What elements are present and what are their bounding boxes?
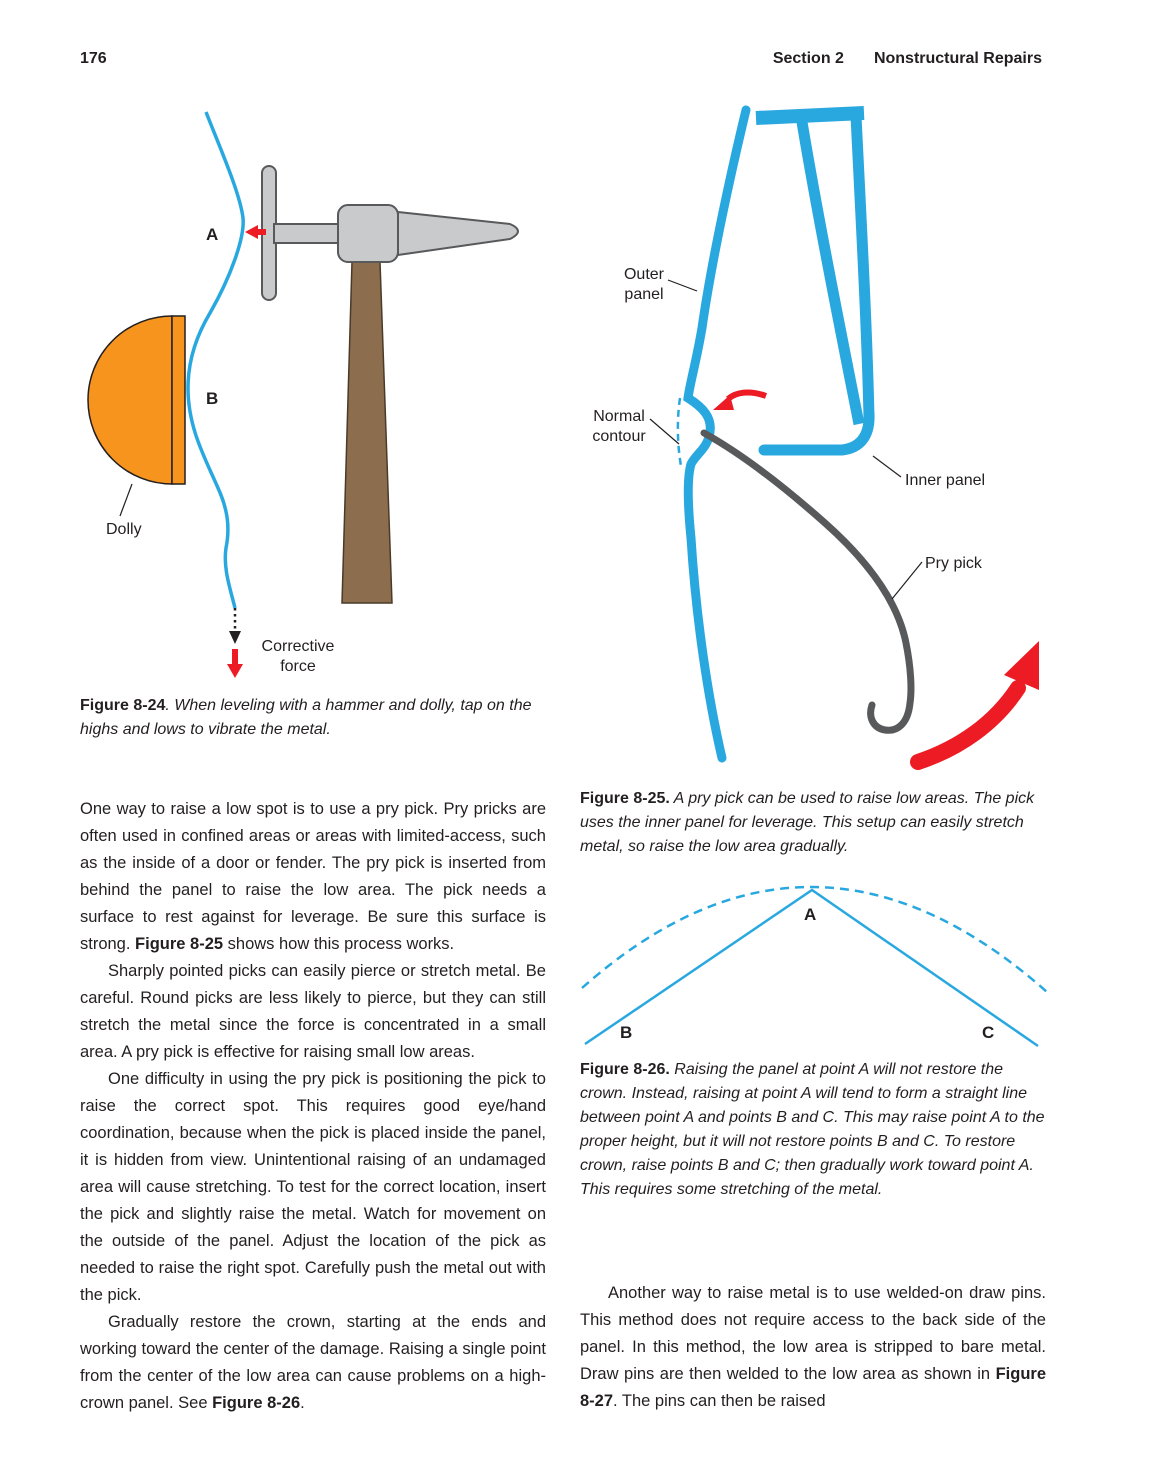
panel-cross-section-line [188,112,243,608]
figure-8-26-diagram [580,872,1050,1052]
pry-pick-leader-line [892,562,922,599]
hammer-pick-point [398,212,518,255]
page-number: 176 [80,50,107,67]
point-b-label: B [206,389,219,408]
figure-8-26-caption-text: Raising the panel at point A will not restore the crown. Instead, raising at point A will tend to form a straight line between point A and points B and C. This may raise point A to the proper height, but it will not restore points B and C. To restore crown, raise points B and C; then gradually work toward point A. This requires some stretching of the metal. [580,1061,1045,1198]
normal-contour-label-line1: Normal [593,408,645,425]
tap-arrow-head [245,225,258,239]
lever-arrow-shaft [918,688,1018,762]
paragraph [80,1066,546,1309]
inner-panel-leader-line [873,456,901,477]
pry-pick-label: Pry pick [925,555,982,572]
paragraph-text: . The pins can then be raised [613,1392,826,1410]
pry-pick [704,433,911,730]
normal-contour-label-line2: contour [592,428,646,445]
inner-panel-right-edge [856,116,869,418]
normal-contour-dashed-line [678,398,681,466]
paragraph [80,958,546,1066]
dolly-face [172,316,185,484]
hammer-head [338,205,398,262]
dolly-leader-line [120,484,132,516]
section-header: Section 2 Nonstructural Repairs [772,50,1042,67]
hammer-handle [342,262,392,603]
figure-8-26-caption-label: Figure 8-26. [580,1061,670,1078]
dent-arrow-shaft [728,392,766,399]
inner-panel-top-bar [756,113,864,118]
paragraph [80,796,546,958]
figure-reference: Figure 8-26 [212,1394,301,1412]
point-b-label: B [620,1023,633,1042]
force-arrow-black [229,631,241,644]
outer-panel-label-line2: panel [624,286,664,303]
outer-panel-leader-line [668,280,697,291]
outer-panel-line [688,110,746,758]
point-a-label: A [804,905,817,924]
paragraph-text: . [300,1394,305,1412]
figure-8-24-caption-text: . When leveling with a hammer and dolly, tap on the highs and lows to vibrate the metal. [80,697,532,738]
figure-8-25-diagram [580,98,1050,770]
right-column-text [580,1280,1046,1415]
figure-8-25-caption [580,787,1048,859]
crown-contour-dashed-curve [582,887,1047,992]
dolly-body [88,316,172,484]
paragraph-text: One difficulty in using the pry pick is positioning the pick to raise the correct spot. This requires good eye/hand coordination, because when the pick is placed inside the panel, it is hidden from view. Unintentional raising of an undamaged area will cause stretching. To test for the correct location, insert the pick and slightly raise the metal. Watch for movement on the outside of the panel. Adjust the location of the pick as needed to raise the right spot. Carefully push the metal out with the pick. [80,1070,546,1304]
point-a-label: A [206,225,219,244]
hammer-neck [274,224,344,243]
figure-reference: Figure 8-25 [135,935,224,953]
paragraph-text: Another way to raise metal is to use welded-on draw pins. This method does not require access to the back side of the panel. In this method, the low area is stripped to bare metal. Draw pins are then welded to the low area as shown in [580,1284,1046,1383]
inner-panel-left-edge [802,122,859,424]
hammer [262,166,518,603]
left-column-text [80,796,546,1417]
figure-8-25-caption-label: Figure 8-25. [580,790,670,807]
page-header [80,50,1042,68]
point-c-label: C [982,1023,995,1042]
figure-reference: Figure 8-27 [580,1365,1046,1410]
corrective-force-label-line1: Corrective [261,638,335,655]
paragraph [80,1309,546,1417]
paragraph-text: shows how this process works. [223,935,455,953]
inner-panel-label: Inner panel [905,472,986,489]
dolly-label: Dolly [106,521,142,538]
outer-panel-label-line1: Outer [623,266,665,283]
paragraph-text: Gradually restore the crown, starting at the ends and working toward the center of the damage. Raising a single point from the center of the low area can cause problems on a high-crown panel. See [80,1313,546,1412]
figure-8-24-caption [80,694,542,742]
corrective-force-arrow-head [227,664,243,678]
corrective-force-label-line2: force [280,658,316,675]
paragraph-text: One way to raise a low spot is to use a pry pick. Pry pricks are often used in confined areas or areas with limited-access, such as the inside of a door or fender. The pry pick is inserted from behind the panel to raise the low area. The pick needs a surface to rest against for leverage. Be sure this surface is strong. [80,800,546,953]
figure-8-24-caption-label: Figure 8-24 [80,697,166,714]
figure-8-26-caption [580,1058,1048,1202]
figure-8-24-diagram [80,98,550,688]
paragraph-text: Sharply pointed picks can easily pierce or stretch metal. Be careful. Round picks are less likely to pierce, but they can still stretch the metal since the force is concentrated in a small area. A pry pick is effective for raising small low areas. [80,962,546,1061]
figure-8-25-caption-text: A pry pick can be used to raise low areas. The pick uses the inner panel for leverage. This setup can easily stretch metal, so raise the low area gradually. [580,790,1035,855]
paragraph [580,1280,1046,1415]
normal-contour-leader-line [650,419,679,444]
